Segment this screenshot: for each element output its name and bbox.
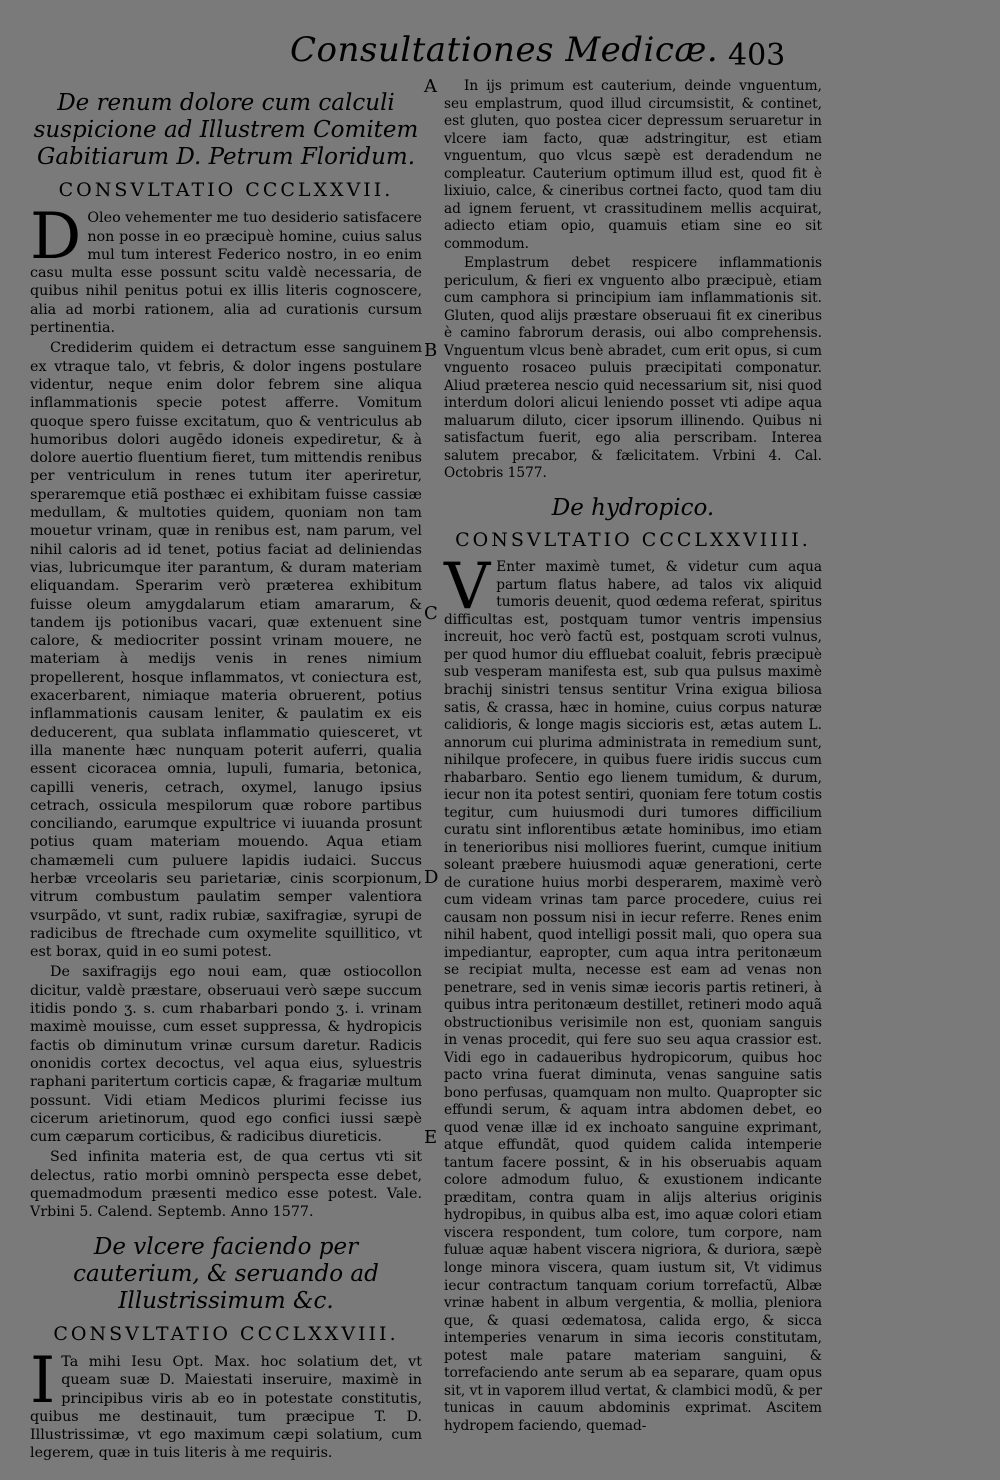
paragraph-text: Ta mihi Iesu Opt. Max. hoc solatium det, vt queam suæ D. Maiestati inseruire, maximè in principibus viris ab eo in potestate constitutis, quibus me destinauit, tum præcipue T. D. Illustrissimæ, vt ego maximum cæpi solatium, cum legerem, quæ in tuis literis à me requiris.: [30, 1353, 422, 1462]
paragraph: Emplastrum debet respicere inflammationis periculum, & fieri ex vnguento albo præcipuè, etiam cum camphora si principium iam inflammationis sit. Gluten, quod alijs præstare obseruaui fit ex cineribus è camino fabrorum derasis, oui albo comprehensis. Vnguentum vlcus benè abradet, cum erit opus, si cum vnguento rosaceo puluis præcipitati componatur. Aliud præterea nescio quid necessarium sit, nisi quod interdum dolori alicui leniendo posset vti adipe aqua maluarum diluto, cicer ipsorum illinendo. Quibus ni satisfactum fuerit, ego alia perscribam. Interea salutem precabor, & fælicitatem. Vrbini 4. Cal. Octobris 1577.: [444, 255, 822, 482]
section-title: De vlcere faciendo per cauterium, & seruando ad Illustrissimum &c.: [73, 1233, 379, 1314]
left-column: [30, 78, 422, 1465]
drop-cap: V: [444, 550, 491, 625]
drop-cap: I: [30, 1343, 56, 1418]
paragraph: Crediderim quidem ei detractum esse sanguinem ex vtraque talo, vt febris, & dolor ingens postulare videntur, neque enim dolor febrem sine aliqua inflammationis specie potest afferre. Vomitum quoque spero fuisse excitatum, quo & ventriculus ab humoribus dolori augēdo idoneis expediretur, & à dolore auertio fluentium fieret, tum mittendis renibus per ventriculum in renes tutum iter aperiretur, speraremque etiã posthæc ei exhibitam fuisse cassiæ medullam, & multoties quidem, quoniam non tam mouetur vrinam, quæ in renibus est, nam parum, vel nihil caloris ad id tenet, potius faciat ad deliniendas vias, lubricumque iter parantum, & duram materiam eliquandam. Sperarim verò præterea exhibitum fuisse oleum amygdalarum etiam amararum, & tandem ijs potionibus vacari, quæ extenuent sine calore, & mediocriter possint vrinam mouere, ne materiam à medijs venis in renes nimium propellerent, hosque inflammatos, vt coniectura est, exacerbarent, nimiaque materia obruerent, potius inflammationis causam leniter, & paulatim ex eis deducerent, qua sublata inflammatio quiesceret, vt illa manente hæc nunquam poterit auferri, qualia essent cicoracea omnia, lupuli, fumaria, betonica, capilli veneris, cetrach, oxymel, lanugo ipsius cetrach, ossicula mespilorum quæ robore partibus conciliando, earumque expultrice vi iuuanda prosunt potius quam materiam mouendo. Aqua etiam chamæmeli cum puluere lapidis iudaici. Succus herbæ vrceolaris seu parietariæ, cinis scorpionum, vitrum combustum paulatim semper valentiora vsurpãdo, vt sunt, radix rubiæ, saxifragiæ, syrupi de radicibus de ftrechade cum oxymelite squillitico, vt est borax, quid in eo sumi potest.: [30, 340, 422, 961]
paragraph: In ijs primum est cauterium, deinde vnguentum, seu emplastrum, quod illud circumsistit, & continet, est gluten, quo postea cicer depressum seruaretur in vlcere iam facto, quæ adstringitur, est etiam vnguentum, quo vlcus sæpè est deradendum ne compleatur. Cauterium optimum illud est, quod fit è lixiuio, calce, & cineribus cortnei facto, quod tam diu ad ignem feruent, vt crassitudinem mellis acquirat, adiecto etiam opio, quamuis etiam sine eo sit commodum.: [444, 78, 822, 252]
paragraph-text: Enter maximè tumet, & videtur cum aqua partum flatus habere, ad talos vix aliquid tumoris deuenit, quod œdema referat, spiritus difficultas est, postquam tumor ventris impensius increuit, hoc verò factũ est, postquam scroti vulnus, per quod humor diu effluebat coaluit, febris præcipuè sub vesperam manifesta est, sub qua pulsus maximè brachij sinistri tensus sentitur Vrina exigua biliosa satis, & crassa, hæc in homine, cuius corpus naturæ calidioris, & longe magis siccioris est, ætas autem L. annorum cui plurima administrata in remedium sunt, nihilque profecere, in quibus fuere iridis succus cum rhabarbaro. Sentio ego lienem tumidum, & durum, iecur non ita potest sentiri, quoniam fere totum costis tegitur, cum huiusmodi duri tumores difficilium curatu sint inflorentibus ætate hominibus, imo etiam in tenerioribus nisi molliores fuerint, cumque initium soleant præbere huiusmodi aquæ generationi, certe de curatione huius morbi desperarem, maximè verò cum videam vrinas tam parce procedere, cuius rei causam non possum nisi in iecur referre. Renes enim nihil habent, quod intelligi possit mali, quo opera sua impediantur, eapropter, cum aqua intra peritonæum se recipiat multa, necesse est eam ad venas non penetrare, sed in venis simæ iecoris partis retineri, à quibus intra peritonæum destillet, retineri modo aquã obstructionibus verisimile non est, quoniam sanguis in venas procedit, qui fere suo seu aqua crassior est. Vidi ego in cadaueribus hydropicorum, quibus hoc pacto vrina fuerat diminuta, venas sanguine satis bono perfusas, quamquam non multo. Quapropter sic effundi serum, & aquam intra abdomen debet, eo quod venæ illæ id ex inchoato sanguine exprimant, atque effundãt, quod quidem calida intemperie tantum facere possint, & in his obseruabis aquam colore admodum fuluo, & exustionem indicante præditam, contra quam in alijs alterius originis hydropibus, in quibus alba est, imo aquæ colori etiam viscera respondent, tum colore, tum corpore, nam fuluæ aquæ habent viscera nigriora, & duriora, sæpè longe minora viscera, quam iustum sit, Vt vidimus iecur contractum tanquam corium torrefactũ, Albæ vrinæ habent in album vergentia, & mollia, pleniora que, & quasi œdematosa, calida ergo, & sicca intemperies venarum in sima iecoris constitutam, potest male patare materiam sanguini, & torrefaciendo ante serum ab ea separare, quam opus sit, vt in vaporem illud vertat, & clambici modũ, & per tunicas in cauum abdominis exprimat. Ascitem hydropem faciendo, quemad-: [444, 559, 822, 1434]
consultation-label: CONSVLTATIO CCCLXXVIII.: [53, 1322, 399, 1345]
paragraph-text: Oleo vehementer me tuo desiderio satisfacere non posse in eo præcipuè homine, cuius salus mul tum interest Federico nostro, in eo enim casu multa esse possunt scitu valdè necessaria, de quibus nihil penitus potui ex illis literis cognoscere, alia ad morbi rationem, alia ad curationis cursum pertinentia.: [30, 210, 422, 337]
consultation-label: CONSVLTATIO CCCLXXVII.: [58, 179, 394, 201]
right-column: [444, 78, 822, 1437]
paragraph: [30, 200, 422, 337]
margin-letter-d: D: [424, 867, 439, 888]
margin-letter-e: E: [424, 1127, 438, 1148]
paragraph: De saxifragijs ego noui eam, quæ ostiocollon dicitur, valdè præstare, obseruaui verò sæpe succum itidis pondo ʒ. s. cum rhabarbari pondo ʒ. i. vrinam maximè mouisse, cum esset suppressa, & hydropicis factis ob diminutum vrinæ cursum daretur. Radicis ononidis cortex decoctus, vel aqua eius, syluestris raphani paritertum corticis capæ, & fragariæ multum possunt. Vidi etiam Medicos plurimi fecisse ius cicerum arietinorum, quod ego confici iussi sæpè cum cæparum corticibus, & radicibus diureticis.: [30, 964, 422, 1146]
paragraph: Sed infinita materia est, de qua certus vti sit delectus, ratio morbi omninò perspecta esse debet, quemadmodum præsenti medico esse potest. Vale. Vrbini 5. Calend. Septemb. Anno 1577.: [30, 1149, 422, 1221]
margin-letter-a: A: [424, 76, 437, 97]
margin-letter-c: C: [424, 603, 438, 624]
consultation-label: CONSVLTATIO CCCLXXVIIII.: [455, 528, 811, 551]
paragraph: [30, 1343, 422, 1463]
page-number: 403: [728, 38, 786, 73]
running-head: Consultationes Medicæ.: [290, 30, 719, 70]
section-title: De renum dolore cum calculi suspicione ad Illustrem Comitem Gabitiarum D. Petrum Floridum.: [33, 90, 419, 170]
section-title: De hydropico.: [551, 494, 715, 521]
drop-cap: D: [30, 200, 82, 275]
margin-letter-b: B: [424, 340, 438, 361]
paragraph: [444, 550, 822, 1435]
